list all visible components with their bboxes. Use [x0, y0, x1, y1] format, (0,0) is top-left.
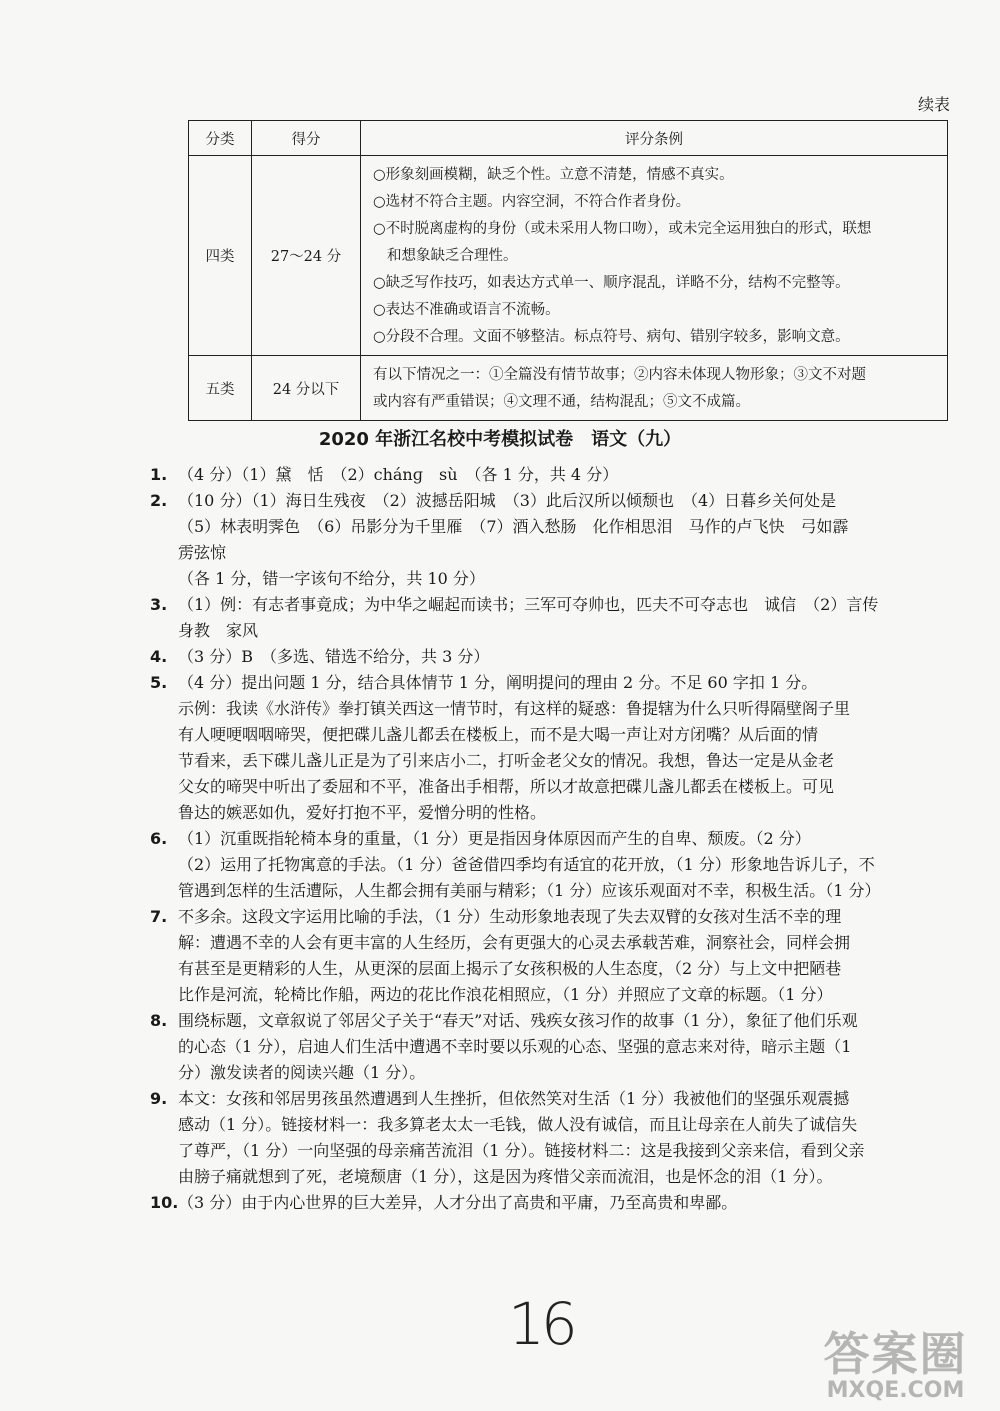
- answer-line: （5）林表明霁色 （6）吊影分为千里雁 （7）酒入愁肠 化作相思泪 马作的卢飞快 弓如霹: [178, 517, 849, 536]
- row-criteria: [361, 356, 948, 421]
- header-score: 得分: [252, 121, 361, 156]
- answer-line: 有甚至是更精彩的人生，从更深的层面上揭示了女孩积极的人生态度，（2 分）与上文中把陋巷: [178, 959, 842, 978]
- answer-line: 解：遭遇不幸的人会有更丰富的人生经历，会有更强大的心灵去承载苦难，洞察社会，同样会拥: [178, 933, 851, 952]
- answer-line: （各 1 分，错一字该句不给分，共 10 分）: [178, 569, 485, 588]
- answer-line: （1）沉重既指轮椅本身的重量，（1 分）更是指因身体原因而产生的自卑、颓废。（2 分）: [178, 829, 811, 848]
- answer-line: 的心态（1 分），启迪人们生活中遭遇不幸时要以乐观的心态、坚强的意志来对待，暗示主题（1: [178, 1037, 852, 1056]
- answer-line: （3 分）B （多选、错选不给分，共 3 分）: [178, 647, 490, 666]
- answer-number: 3.: [150, 595, 168, 614]
- answer-item: [150, 644, 958, 670]
- watermark-url: MXQE.COM: [826, 1378, 965, 1403]
- answer-number: 7.: [150, 907, 168, 926]
- answer-item: [150, 488, 958, 592]
- header-criteria: 评分条例: [361, 121, 948, 156]
- answer-number: 8.: [150, 1011, 168, 1030]
- answer-item: [150, 592, 958, 644]
- criteria-line: 或内容有严重错误；④文理不通，结构混乱；⑤文不成篇。: [373, 394, 750, 410]
- answer-item: [150, 904, 958, 1008]
- answer-number: 4.: [150, 647, 168, 666]
- answer-list: [150, 462, 958, 1216]
- answer-item: [150, 826, 958, 904]
- criteria-line: ○选材不符合主题。内容空洞，不符合作者身份。: [373, 194, 691, 210]
- answer-line: （4 分）（1）黛 恬 （2）chánɡ sù （各 1 分，共 4 分）: [178, 465, 619, 484]
- answer-line: （10 分）（1）海日生残夜 （2）波撼岳阳城 （3）此后汉所以倾颓也 （4）日暮乡关何处是: [178, 491, 837, 510]
- criteria-line: ○表达不准确或语言不流畅。: [373, 302, 560, 318]
- header-category: 分类: [189, 121, 252, 156]
- answer-line: 感动（1 分）。链接材料一：我多算老太太一毛钱，做人没有诚信，而且让母亲在人前失了诚信失: [178, 1115, 858, 1134]
- page-number: 16: [508, 1290, 574, 1358]
- answer-line: （1）例：有志者事竟成；为中华之崛起而读书；三军可夺帅也，匹夫不可夺志也 诚信 （2）言传: [178, 595, 879, 614]
- criteria-line: ○形象刻画模糊，缺乏个性。立意不清楚，情感不真实。: [373, 167, 734, 183]
- answer-line: 示例：我读《水浒传》拳打镇关西这一情节时，有这样的疑惑：鲁提辖为什么只听得隔壁阁子里: [178, 699, 851, 718]
- criteria-line: 和想象缺乏合理性。: [387, 248, 518, 264]
- row-score: 27～24 分: [252, 156, 361, 356]
- answer-line: 父女的啼哭中听出了委屈和不平，准备出手相帮，所以才故意把碟儿盏儿都丢在楼板上。可见: [178, 777, 835, 796]
- answer-line: 由膀子痛就想到了死，老境颓唐（1 分），这是因为疼惜父亲而流泪，也是怀念的泪（1 分）。: [178, 1167, 833, 1186]
- table-row: [189, 156, 948, 356]
- continued-label: 续表: [917, 95, 950, 114]
- answer-line: （2）运用了托物寓意的手法。（1 分）爸爸借四季均有适宜的花开放，（1 分）形象地告诉儿子，不: [178, 855, 875, 874]
- answer-line: 不多余。这段文字运用比喻的手法，（1 分）生动形象地表现了失去双臂的女孩对生活不幸的理: [178, 907, 842, 926]
- table-header-row: [189, 121, 948, 156]
- criteria-line: ○缺乏写作技巧，如表达方式单一、顺序混乱，详略不分，结构不完整等。: [373, 275, 850, 291]
- criteria-line: ○不时脱离虚构的身份（或未采用人物口吻），或未完全运用独白的形式，联想: [373, 221, 872, 237]
- answer-line: 管遇到怎样的生活遭际，人生都会拥有美丽与精彩；（1 分）应该乐观面对不幸，积极生活。（1 分）: [178, 881, 881, 900]
- answer-number: 6.: [150, 829, 168, 848]
- answer-number: 9.: [150, 1089, 168, 1108]
- watermark-logo: [803, 1327, 988, 1403]
- answer-item: [150, 1190, 958, 1216]
- answer-line: （3 分）由于内心世界的巨大差异，人才分出了高贵和平庸，乃至高贵和卑鄙。: [178, 1193, 738, 1212]
- answer-item: [150, 1008, 958, 1086]
- answer-line: 分）激发读者的阅读兴趣（1 分）。: [178, 1063, 426, 1082]
- answer-line: 本文：女孩和邻居男孩虽然遭遇到人生挫折，但依然笑对生活（1 分）我被他们的坚强乐观震撼: [178, 1089, 850, 1108]
- answer-line: 节看来，丢下碟儿盏儿正是为了引来店小二，打听金老父女的情况。我想，鲁达一定是从金老: [178, 751, 835, 770]
- criteria-line: ○分段不合理。文面不够整洁。标点符号、病句、错别字较多，影响文意。: [373, 329, 850, 345]
- answer-line: 鲁达的嫉恶如仇，爱好打抱不平，爱憎分明的性格。: [178, 803, 547, 822]
- row-category: 五类: [189, 356, 252, 421]
- row-score: 24 分以下: [252, 356, 361, 421]
- grading-table: [188, 120, 948, 421]
- exam-title: 2020 年浙江名校中考模拟试卷 语文（九）: [318, 429, 682, 450]
- answer-number: 5.: [150, 673, 168, 692]
- answer-number: 1.: [150, 465, 168, 484]
- answer-line: 了尊严，（1 分）一向坚强的母亲痛苦流泪（1 分）。链接材料二：这是我接到父亲来信，看到父亲: [178, 1141, 865, 1160]
- watermark-text: 答案圈: [823, 1327, 968, 1381]
- answer-item: [150, 462, 958, 488]
- answer-line: 雳弦惊: [178, 543, 227, 562]
- answer-item: [150, 670, 958, 826]
- row-category: 四类: [189, 156, 252, 356]
- answer-line: （4 分）提出问题 1 分，结合具体情节 1 分，阐明提问的理由 2 分。不足 60 字扣 1 分。: [178, 673, 818, 692]
- answer-line: 比作是河流，轮椅比作船，两边的花比作浪花相照应，（1 分）并照应了文章的标题。（1 分）: [178, 985, 833, 1004]
- answer-number: 10.: [150, 1193, 179, 1212]
- row-criteria: [361, 156, 948, 356]
- answer-item: [150, 1086, 958, 1190]
- answer-line: 有人哽哽咽咽啼哭，便把碟儿盏儿都丢在楼板上，而不是大喝一声让对方闭嘴？从后面的情: [178, 725, 819, 744]
- answer-number: 2.: [150, 491, 168, 510]
- answer-line: 围绕标题，文章叙说了邻居父子关于“春天”对话、残疾女孩习作的故事（1 分），象征了他们乐观: [178, 1011, 858, 1030]
- criteria-line: 有以下情况之一：①全篇没有情节故事；②内容未体现人物形象；③文不对题: [373, 367, 866, 383]
- table-row: [189, 356, 948, 421]
- answer-line: 身教 家风: [178, 621, 259, 640]
